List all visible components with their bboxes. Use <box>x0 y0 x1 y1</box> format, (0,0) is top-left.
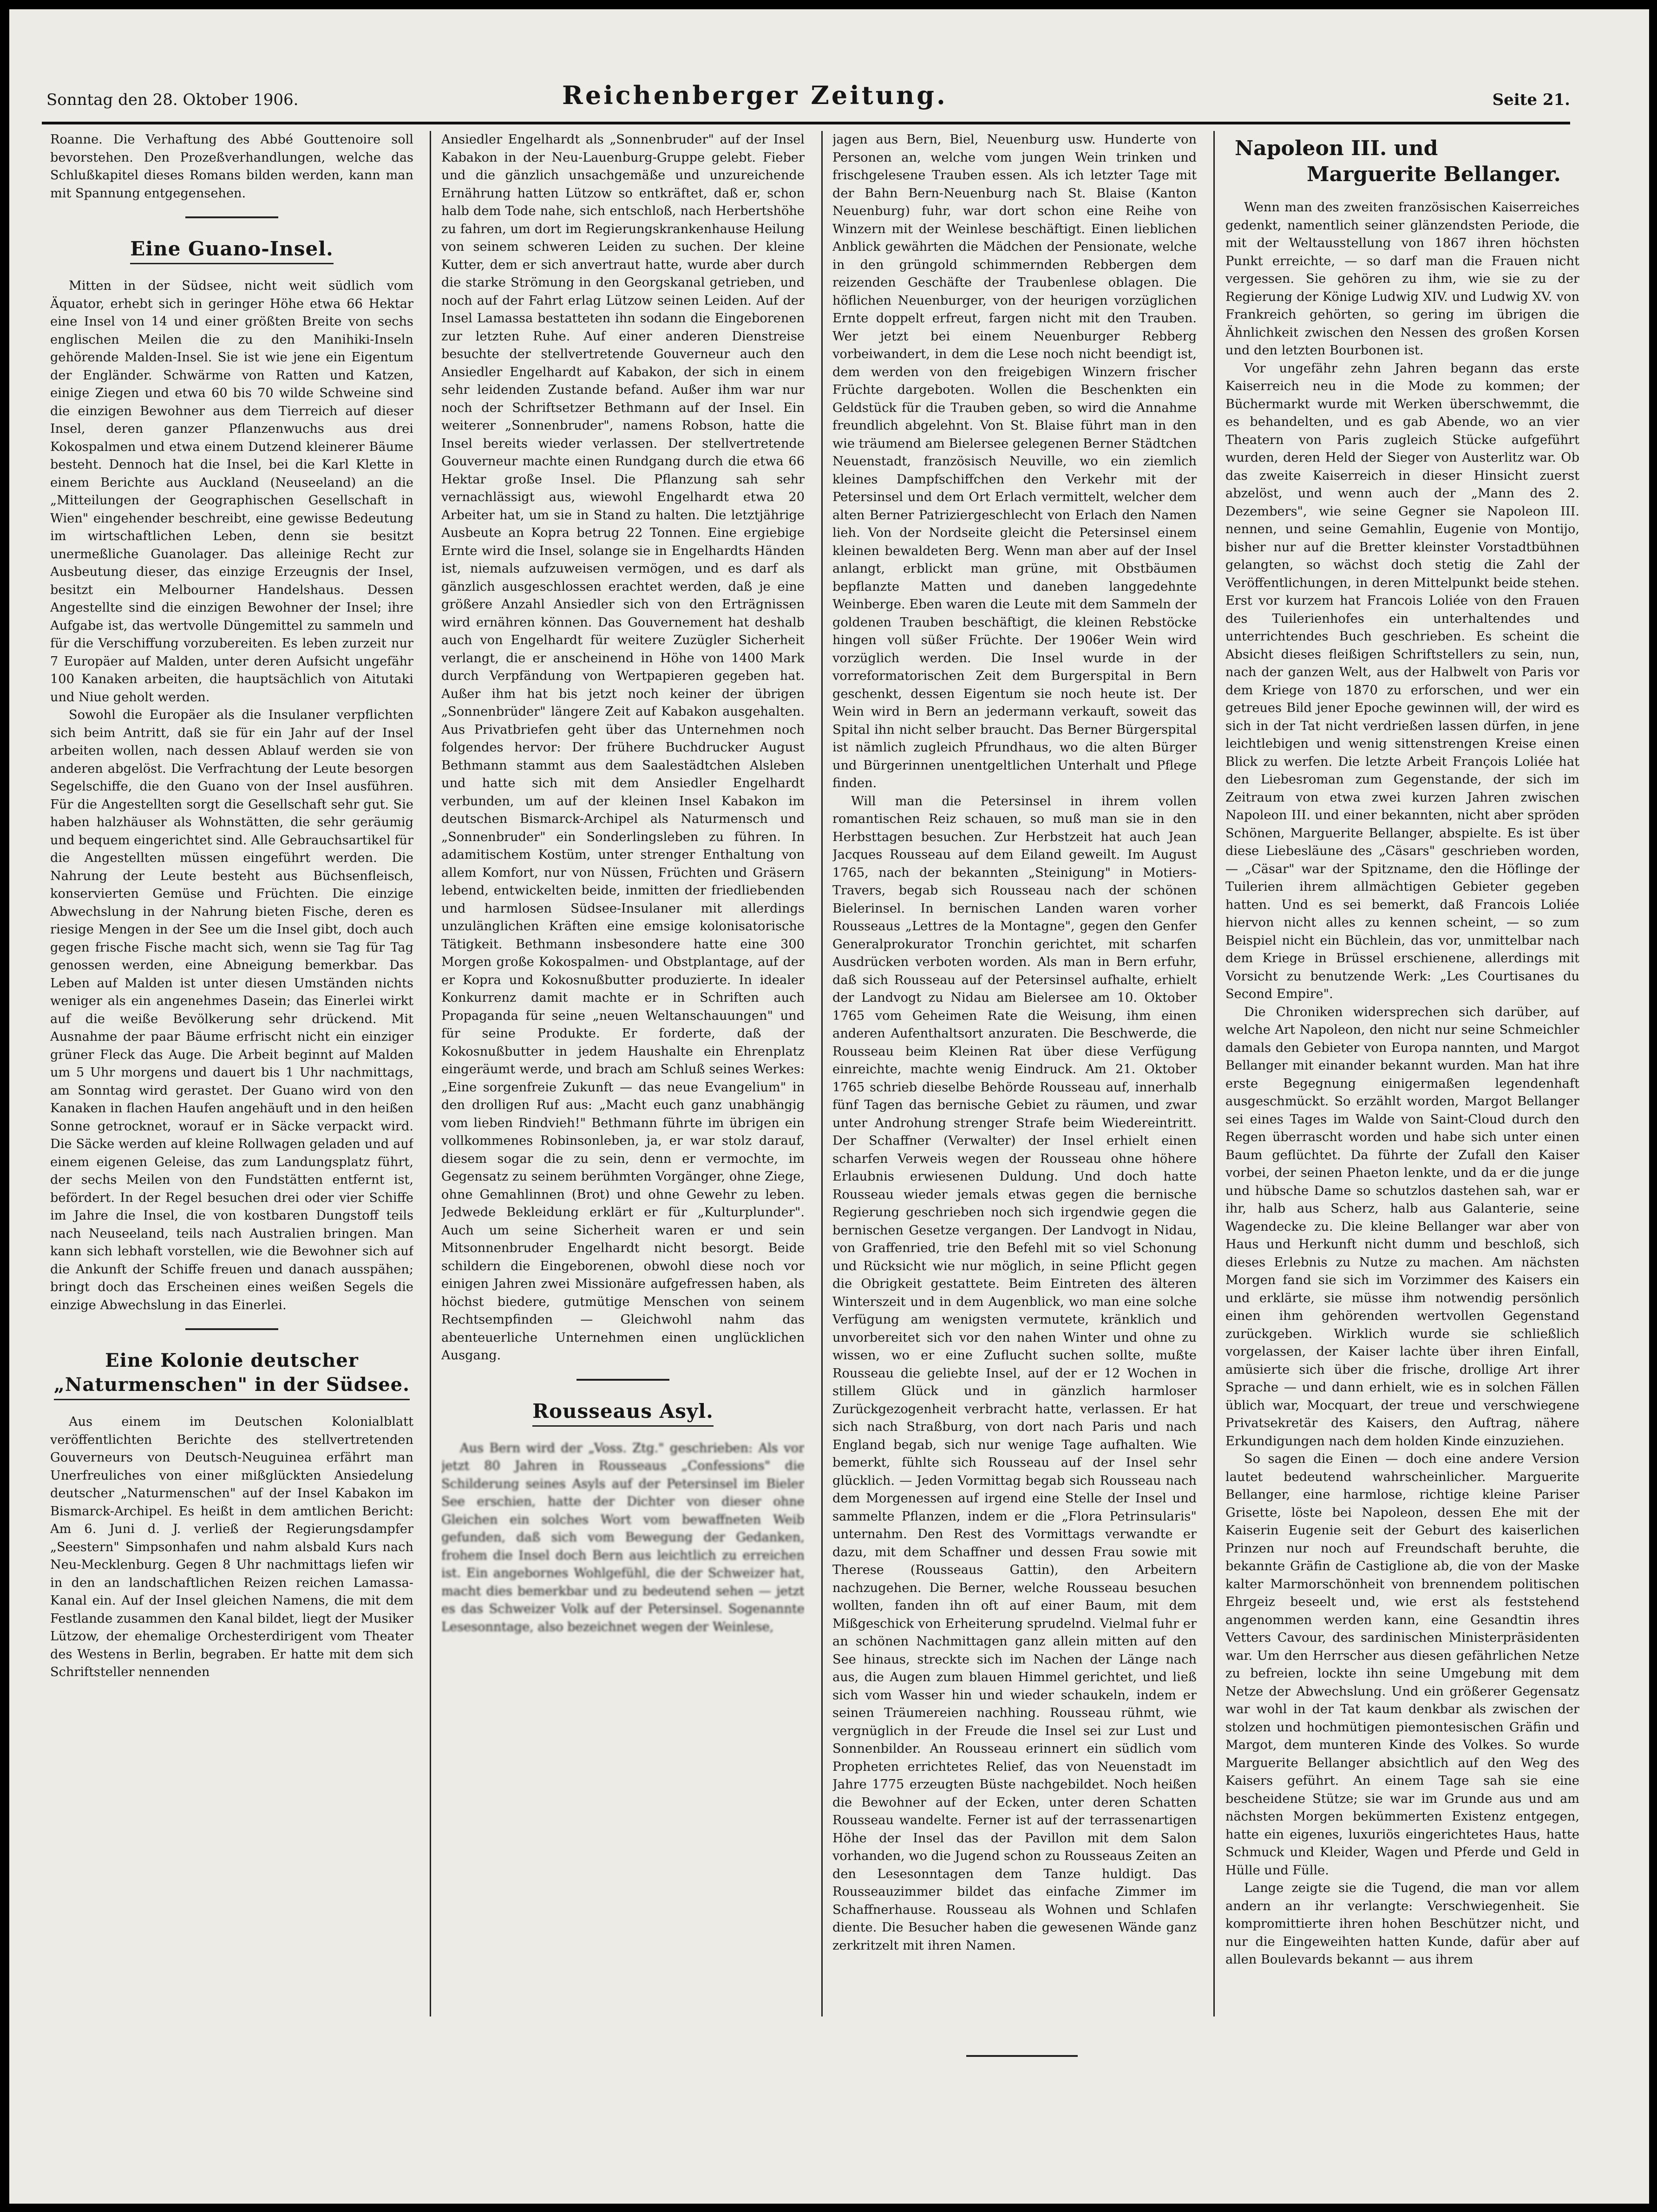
article-heading-line-1: Napoleon III. und <box>1235 137 1438 160</box>
article-paragraph: Vor ungefähr zehn Jahren begann das erste Kaiserreich neu in die Mode zu kommen; der Büchermarkt wurde mit Werken überschwemmt, die es behandelten, und es gab Abende, wo an vier Theatern von Paris zugleich Stücke aufgeführt wurden, deren Held der Sieger von Austerlitz war. Ob das zweite Kaiserreich in dieser Hinsicht zuerst abzelöst, und wenn auch der „Mann des 2. Dezembers", wie seine Gegner sie Napoleon III. nennen, und seine Gemahlin, Eugenie von Montijo, bisher nur auf die Bretter kleinster Vorstadtbühnen gelangten, so wächst doch stetig die Zahl der Veröffentlichungen, in deren Mittelpunkt beide stehen. Erst vor kurzem hat Francois Loliée von den Frauen des Tuilerienhofes ein unterhaltendes und unterrichtendes Buch geschrieben. Es scheint die Absicht dieses fleißigen Schriftstellers zu sein, nun, nach der ganzen Welt, aus der Halbwelt von Paris vor dem Kriege von 1870 zu erforschen, und wer ein getreues Bild jener Epoche gewinnen will, der wird es sich in der Tat nicht verdrießen lassen dürfen, in jene leichtlebigen und wenig sittenstrengen Kreise einen Blick zu werfen. Die letzte Arbeit François Loliée hat den Liebesroman zum Gegenstande, der sich im Zeitraum von etwa zwei kurzen Jahren zwischen Napoleon III. und einer bekannten, nicht aber spröden Schönen, Marguerite Bellanger, abspielte. Es ist über diese Liebesläune des „Cäsars" geschrieben worden, — „Cäsar" war der Spitzname, den die Höflinge der Tuilerien ihrem allmächtigen Gebieter gegeben hatten. Und es sei bemerkt, daß Francois Loliée hiervon nicht alles zu kennen scheint, — so zum Beispiel nicht ein Büchlein, das vor, unmittelbar nach dem Kriege in Brüssel erschienene, allerdings mit Vorsicht zu benutzende Werk: „Les Courtisanes du Second Empire". <box>1225 361 1579 1001</box>
article-paragraph: Sowohl die Europäer als die Insulaner verpflichten sich beim Antritt, daß sie für ein Jahr auf der Insel arbeiten wollen, nach dessen Ablauf werden sie von anderen abgelöst. Die Verfrachtung der Leute besorgen Segelschiffe, die den Guano von der Insel ausführen. Für die Angestellten sorgt die Gesellschaft sehr gut. Sie haben halzhäuser als Wohnstätten, die sehr geräumig und bequem eingerichtet sind. Alle Gebrauchsartikel für die Angestellten müssen eingeführt werden. Die Nahrung der Leute besteht aus Büchsenfleisch, konservierten Gemüse und Früchten. Die einzige Abwechslung in der Nahrung bieten Fische, deren es riesige Mengen in der See um die Insel gibt, doch auch gegen frische Fische macht sich, wenn sie Tag für Tag genossen werden, eine Abneigung bemerkbar. Das Leben auf Malden ist unter diesen Umständen nichts weniger als ein angenehmes Dasein; das Einerlei wirkt auf die weiße Bevölkerung sehr drückend. Mit Ausnahme der paar Bäume erfrischt nicht ein einziger grüner Fleck das Auge. Die Arbeit beginnt auf Malden um 5 Uhr morgens und dauert bis 1 Uhr nachmittags, am Sonntag wird gerastet. Der Guano wird von den Kanaken in flachen Haufen angehäuft und in den heißen Sonne getrocknet, worauf er in Säcke verpackt wird. Die Säcke werden auf kleine Rollwagen geladen und auf einem eigenen Geleise, das zum Landungsplatz führt, der sechs Meilen von den Fundstätten entfernt ist, befördert. In der Regel besuchen drei oder vier Schiffe im Jahre die Insel, die von kostbaren Dungstoff teils nach Neuseeland, teils nach Australien bringen. Man kann sich lebhaft vorstellen, wie die Bewohner sich auf die Ankunft der Schiffe freuen und danach ausspähen; bringt doch das Erscheinen eines weißen Segels die einzige Abwechslung in das Einerlei. <box>50 708 413 1312</box>
article-heading <box>441 1399 805 1427</box>
article-paragraph: Ansiedler Engelhardt als „Sonnenbruder" auf der Insel Kabakon in der Neu-Lauenburg-Gruppe gelebt. Fieber und die gänzlich unsachgemäße und unzureichende Ernährung hatten Lützow so entkräftet, daß er, schon halb dem Tode nahe, sich entschloß, nach Herbertshöhe zu fahren, um dort im Regierungskrankenhause Heilung von seinem schweren Leiden zu suchen. Der kleine Kutter, dem er sich anvertraut hatte, wurde aber durch die starke Strömung in den Georgskanal getrieben, und noch auf der Fahrt erlag Lützow seinen Leiden. Auf der Insel Lamassa bestatteten ihn sodann die Eingeborenen zur letzten Ruhe. Auf einer anderen Dienstreise besuchte der stellvertretende Gouverneur auch den Ansiedler Engelhardt auf Kabakon, der sich in einem sehr leidenden Zustande befand. Außer ihm war nur noch der Schriftsetzer Bethmann auf der Insel. Ein weiterer „Sonnenbruder", namens Robson, hatte die Insel bereits wieder verlassen. Der stellvertretende Gouverneur machte einen Rundgang durch die etwa 66 Hektar große Insel. Die Pflanzung sah sehr vernachlässigt aus, wiewohl Engelhardt etwa 20 Arbeiter hat, um sie in Stand zu halten. Die letztjährige Ausbeute an Kopra betrug 22 Tonnen. Eine ergiebige Ernte wird die Insel, solange sie in Engelhardts Händen ist, niemals aufzuweisen vermögen, und es darf als gänzlich ausgeschlossen erachtet werden, daß je eine größere Anzahl Ansiedler sich von den Erträgnissen wird ernähren können. Das Gouvernement hat deshalb auch von Engelhardt für weitere Zuzügler Sicherheit verlangt, die er anscheinend in Höhe von 1400 Mark durch Verpfändung von Wertpapieren gegeben hat. Außer ihm hat bis jetzt noch keiner der übrigen „Sonnenbrüder" längere Zeit auf Kabakon ausgehalten. Aus Privatbriefen geht über das Unternehmen noch folgendes hervor: Der frühere Buchdrucker August Bethmann stammt aus dem Saalestädtchen Alsleben und hatte sich mit dem Ansiedler Engelhardt verbunden, um auf der kleinen Insel Kabakon im deutschen Bismarck-Archipel als Naturmensch und „Sonnenbruder" ein Sonderlingsleben zu führen. In adamitischem Kostüm, unter strenger Enthaltung von allem Komfort, nur von Nüssen, Früchten und Gräsern lebend, entwickelten beide, inmitten der friedliebenden und harmlosen Südsee-Insulaner mit allerdings unzulänglichen Kräften eine emsige kolonisatorische Tätigkeit. Bethmann insbesondere hatte eine 300 Morgen große Kokospalmen- und Obstplantage, auf der er Kopra und Kokosnußbutter produzierte. In idealer Konkurrenz damit machte er in Schriften auch Propaganda für seine „neuen Weltanschauungen" und für seine Produkte. Er forderte, daß der Kokosnußbutter in jedem Haushalte ein Ehrenplatz eingeräumt werde, und brach am Schluß seines Werkes: „Eine sorgenfreie Zukunft — das neue Evangelium" in den drolligen Ruf aus: „Macht euch ganz unabhängig vom lieben Rindvieh!" Bethmann führte im übrigen ein vollkommenes Robinsonleben, ja, er war stolz darauf, diesem sogar die zu sein, denn er vermochte, im Gegensatz zu seinem berühmten Vorgänger, ohne Ziege, ohne Gemahlinnen (Brot) und ohne Gewehr zu leben. Jedwede Bekleidung erklärt er für „Kulturplunder". Auch um seine Sicherheit waren er und sein Mitsonnenbruder Engelhardt nicht besorgt. Beide schildern die Eingeborenen, obwohl diese noch vor einigen Jahren zwei Missionäre aufgefressen haben, als höchst biedere, gutmütige Menschen von seinem Rechtsempfinden — Gleichwohl nahm das abenteuerliche Unternehmen einen unglücklichen Ausgang. <box>441 132 805 1363</box>
article-end-rule <box>966 2055 1078 2057</box>
article-paragraph: Wenn man des zweiten französischen Kaiserreiches gedenkt, namentlich seiner glänzendsten Periode, die mit der Weltausstellung von 1867 ihren höchsten Punkt erreichte, — so darf man die Frauen nicht vergessen. Sie gehören zu ihm, wie sie zu der Regierung der Könige Ludwig XIV. und Ludwig XV. von Frankreich gehörten, so gering im übrigen die Ähnlichkeit zwischen den Nessen des großen Korsen und den letzten Bourbonen ist. <box>1225 200 1579 358</box>
masthead-rule <box>42 122 1570 124</box>
section-rule <box>185 216 278 218</box>
column-2 <box>441 131 805 2147</box>
article-paragraph: Aus einem im Deutschen Kolonialblatt veröffentlichten Berichte des stellvertretenden Gouverneurs von Deutsch-Neuguinea erfährt man Unerfreuliches von einer mißglückten Ansiedelung deutscher „Naturmenschen" auf der Insel Kabakon im Bismarck-Archipel. Es heißt in dem amtlichen Bericht: Am 6. Juni d. J. verließ der Regierungsdampfer „Seestern" Simpsonhafen und nahm alsbald Kurs nach Neu-Mecklenburg. Gegen 8 Uhr nachmittags liefen wir in den an landschaftlichen Reizen reichen Lamassa-Kanal ein. Auf der Insel gleichen Namens, die mit dem Festlande zusammen den Kanal bildet, liegt der Musiker Lützow, der ehemalige Orchesterdirigent vom Theater des Westens in Berlin, begraben. Er hatte mit dem sich Schriftsteller nennenden <box>50 1415 413 1679</box>
article-heading <box>50 237 413 264</box>
column-4 <box>1225 131 1579 2147</box>
heading-text: Rousseaus Asyl. <box>532 1399 714 1427</box>
article-paragraph: Aus Bern wird der „Voss. Ztg." geschrieben: Als vor jetzt 80 Jahren in Rousseaus „Confessions" die Schilderung seines Asyls auf der Petersinsel im Bieler See erschien, hatte der Dichter von dieser ohne Gleichen ein solches Wort vom bewaffneten Weib gefunden, daß sich vom Bewegung der Gedanken, frohem die Insel doch Bern aus leichtlich zu erreichen ist. Ein angebornes Wohlgefühl, die der Schweizer hat, macht dies bemerkbar und zu bedeutend sehen — jetzt es das Schweizer Volk auf der Petersinsel. Sogenannte Lesesonntage, also bezeichnet wegen der Weinlese, <box>441 1441 805 1634</box>
article-paragraph: Lange zeigte sie die Tugend, die man vor allem andern an ihr verlangte: Verschwiegenheit. Sie kompromittierte ihren hohen Beschützer nicht, und nur die Eingeweihten hatten Kunde, dafür aber auf allen Boulevards bekannt — aus ihrem <box>1225 1881 1579 1967</box>
column-1 <box>50 131 413 2147</box>
article-heading <box>50 1349 413 1373</box>
masthead-page-number: Seite 21. <box>1492 91 1570 109</box>
article-paragraph: So sagen die Einen — doch eine andere Version lautet bedeutend wahrscheinlicher. Marguerite Bellanger, eine harmlose, richtige kleine Pariser Grisette, löste bei Napoleon, dessen Ehe mit der Kaiserin Eugenie seit der Geburt des kaiserlichen Prinzen nur noch auf Freundschaft beruhte, die bekannte Gräfin de Castiglione ab, die von der Maske kalter Marmorschönheit von brennendem politischen Ehrgeiz beseelt und, wie erst als feststehend angenommen werden kann, eine Gesandtin ihres Vetters Cavour, des sardinischen Ministerpräsidenten war. Um den Herrscher aus diesen gefährlichen Netze zu befreien, lockte ihn seine Umgebung mit dem Netze der Abwechslung. Und ein größerer Gegensatz war wohl in der Tat kaum denkbar als zwischen der stolzen und hochmütigen piemontesischen Gräfin und Margot, dem munteren Kinde des Volkes. So wurde Marguerite Bellanger absichtlich auf den Weg des Kaisers geführt. An einem Tage sah sie eine bescheidene Stütze; sie war im Grunde aus und am nächsten Morgen bekümmerten Existenz entgegen, hatte ein eigenes, luxuriös eingerichtetes Haus, hatte Schmuck und Kleider, Wagen und Pferde und Geld in Hülle und Fülle. <box>1225 1452 1579 1878</box>
masthead <box>37 77 1570 118</box>
masthead-date: Sonntag den 28. Oktober 1906. <box>46 91 299 109</box>
section-rule <box>576 1379 669 1381</box>
article-paragraph: Die Chroniken widersprechen sich darüber, auf welche Art Napoleon, den nicht nur seine Schmeichler damals den Gebieter von Europa nannten, und Margot Bellanger mit einander bekannt wurden. Man hat ihre erste Begegnung einigermaßen legendenhaft ausgeschmückt. So erzählt worden, Margot Bellanger sei eines Tages im Walde von Saint-Cloud durch den Regen überrascht worden und habe sich unter einen Baum geflüchtet. Da führte der Zufall den Kaiser vorbei, der seinen Phaeton lenkte, und da er die junge und hübsche Dame so schutzlos dastehen sah, war er ihr, halb aus Scherz, halb aus Galanterie, seine Wagendecke zu. Die kleine Bellanger war aber von Haus und Herkunft nicht dumm und beschloß, sich dieses Erlebnis zu Nutze zu machen. Am nächsten Morgen fand sie sich im Vorzimmer des Kaisers ein und erklärte, sie müsse ihm notwendig persönlich einen ihm gehörenden wertvollen Gegenstand zurückgeben. Wirklich wurde sie schließlich vorgelassen, der Kaiser lachte über ihren Einfall, amüsierte sich über die frische, drollige Art ihrer Sprache — und dann erhielt, wie es in solchen Fällen üblich war, Mocquart, der treue und verschwiegene Privatsekretär des Kaisers, den Auftrag, nähere Erkundigungen nach dem holden Kinde einzuziehen. <box>1225 1005 1579 1449</box>
article-heading-line-2: Marguerite Bellanger. <box>1306 163 1561 186</box>
column-divider <box>430 131 431 2016</box>
section-rule <box>185 1328 278 1330</box>
article-heading <box>50 1373 413 1400</box>
newspaper-page <box>9 9 1649 2204</box>
heading-text: „Naturmenschen" in der Südsee. <box>54 1373 410 1400</box>
article-intro: Roanne. Die Verhaftung des Abbé Gouttenoire soll bevorstehen. Den Prozeßverhandlungen, welche das Schlußkapitel dieses Romans bilden werden, kann man mit Spannung entgegensehen. <box>50 132 413 201</box>
article-paragraph: Will man die Petersinsel in ihrem vollen romantischen Reiz schauen, so muß man sie in den Herbsttagen besuchen. Zur Herbstzeit hat auch Jean Jacques Rousseau auf dem Eiland geweilt. Im August 1765, nach der bekannten „Steinigung" in Motiers-Travers, begab sich Rousseau nach der schönen Bielerinsel. In bernischen Landen waren vorher Rousseaus „Lettres de la Montagne", gegen den Genfer Generalprokurator Tronchin gerichtet, mit scharfen Ausdrücken verboten worden. Als man in Bern erfuhr, daß sich Rousseau auf der Petersinsel aufhalte, erhielt der Landvogt zu Nidau am Bielersee am 10. Oktober 1765 vom Geheimen Rate die Weisung, ihm einen anderen Aufenthaltsort anzuraten. Die Beschwerde, die Rousseau beim Kleinen Rat über diese Verfügung einreichte, machte wenig Eindruck. Am 21. Oktober 1765 schrieb dieselbe Behörde Rousseau auf, innerhalb fünf Tagen das bernische Gebiet zu räumen, und zwar unter Androhung strenger Strafe beim Wiedereintritt. Der Schaffner (Verwalter) der Insel erhielt einen scharfen Verweis wegen der Rousseau ohne höhere Erlaubnis erwiesenen Duldung. Und doch hatte Rousseau wieder jemals etwas gegen die bernische Regierung geschrieben noch sich irgendwie gegen die bernischen Gesetze vergangen. Der Landvogt in Nidau, von Graffenried, trie den Befehl mit so viel Schonung und Rücksicht wie nur möglich, in seine Pflicht gegen die Obrigkeit gestattete. Beim Eintreten des älteren Winterszeit und in dem Augenblick, wo man eine solche Verfügung am wenigsten vermutete, kränklich und unvorbereitet sich vor den nahen Winter und ohne zu wissen, wo er eine Zuflucht suchen sollte, mußte Rousseau die geliebte Insel, auf der er 12 Wochen in stillem Glück und in gänzlich harmloser Zurückgezogenheit verbracht hatte, verlassen. Er hat sich nach Straßburg, von dort nach Paris und nach England begab, sich nur wenige Tage aufhalten. Wie bemerkt, fühlte sich Rousseau auf der Insel sehr glücklich. — Jeden Vormittag begab sich Rousseau nach dem Morgenessen auf irgend eine Stelle der Insel und sammelte Pflanzen, indem er die „Flora Petrinsularis" unternahm. Den Rest des Vormittags verwandte er dazu, mit dem Schaffner und dessen Frau sowie mit Therese (Rousseaus Gattin), den Arbeitern nachzugehen. Die Berner, welche Rousseau besuchen wollten, fanden ihn oft auf einer Baum, mit dem Mißgeschick von Erheiterung sprudelnd. Vielmal fuhr er an schönen Nachmittagen ganz allein mitten auf den See hinaus, streckte sich im Nachen der Länge nach aus, die Augen zum blauen Himmel gerichtet, und ließ sich vom Wasser hin und wieder schaukeln, indem er seinen Träumereien nachhing. Rousseau rühmt, wie vergnüglich in der Freude die Insel sei zur Lust und Sonnenbilder. An Rousseau erinnert ein südlich vom Propheten errichtetes Relief, das von Neuenstadt im Jahre 1775 erzeugten Büste nachgebildet. Noch heißen die Bewohner auf der Ecken, unter deren Schatten Rousseau wandelte. Ferner ist auf der terrassenartigen Höhe der Insel das der Pavillon mit dem Salon vorhanden, wo die Jugend schon zu Rousseaus Zeiten an den Lesesonntagen dem Tanze huldigt. Das Rousseauzimmer bildet das einfache Zimmer im Schaffnerhause. Rousseau als Wohnen und Schlafen diente. Die Besucher haben die gewesenen Wände ganz zerkritzelt mit ihren Namen. <box>832 794 1197 1953</box>
heading-text: Eine Guano-Insel. <box>130 237 334 264</box>
article-paragraph: jagen aus Bern, Biel, Neuenburg usw. Hunderte von Personen an, welche vom jungen Wein trinken und frischgelesene Trauben essen. Als ich letzter Tage mit der Bahn Bern-Neuenburg nach St. Blaise (Kanton Neuenburg) fuhr, war dort schon eine Reihe von Winzern mit der Weinlese beschäftigt. Einen lieblichen Anblick gewährten die Mädchen der Pensionate, welche in den grüngold schimmernden Rebbergen dem reizenden Geschäfte der Traubenlese oblagen. Die höflichen Neuenburger, von der heurigen vorzüglichen Ernte doppelt erfreut, fargen nicht mit den Trauben. Wer jetzt bei einem Neuenburger Rebberg vorbeiwandert, in dem die Lese noch nicht beendigt ist, dem werden von den freigebigen Winzern frischer Früchte dargeboten. Wollen die Beschenkten ein Geldstück für die Trauben geben, so wird die Annahme freundlich abgelehnt. Von St. Blaise führt man in den wie träumend am Bielersee gelegenen Berner Städtchen Neuenstadt, französisch Neuville, wo ein ziemlich kleines Dampfschiffchen den Verkehr mit der Petersinsel und dem Ort Erlach vermittelt, welcher dem alten Berner Patriziergeschlecht von Erlach den Namen lieh. Von der Nordseite gleicht die Petersinsel einem kleinen bewaldeten Berg. Wenn man aber auf der Insel anlangt, erblickt man grüne, mit Obstbäumen bepflanzte Matten und daneben langgedehnte Weinberge. Eben waren die Leute mit dem Sammeln der goldenen Trauben beschäftigt, die kleinen Rebstöcke hingen voll süßer Früchte. Der 1906er Wein wird vorzüglich werden. Die Insel wurde in der vorreformatorischen Zeit dem Burgerspital in Bern geschenkt, dessen Eigentum sie noch heute ist. Der Wein wird in Bern an jedermann verkauft, soweit das Spital ihn nicht selber braucht. Das Berner Bürgerspital ist nämlich zugleich Pfrundhaus, wo die alten Bürger und Bürgerinnen unentgeltlichen Unterhalt und Pflege finden. <box>832 132 1197 790</box>
heading-text: Eine Kolonie deutscher <box>105 1350 359 1371</box>
column-divider <box>821 131 823 2016</box>
column-3 <box>832 131 1197 2147</box>
article-paragraph: Mitten in der Südsee, nicht weit südlich vom Äquator, erhebt sich in geringer Höhe etwa 66 Hektar eine Insel von 14 und einer größten Breite von sechs englischen Meilen die zu den Manihiki-Inseln gehörende Malden-Insel. Sie ist wie jene ein Eigentum der Engländer. Schwärme von Ratten und Katzen, einige Ziegen und etwa 60 bis 70 wilde Schweine sind die einzigen Bewohner aus dem Tierreich auf dieser Insel, deren ganzer Pflanzenwuchs aus drei Kokospalmen und etwa einem Dutzend kleinerer Bäume besteht. Dennoch hat die Insel, bei die Karl Klette in einem Berichte aus Auckland (Neuseeland) an die „Mitteilungen der Geographischen Gesellschaft in Wien" eingehender beschreibt, eine gewisse Bedeutung im wirtschaftlichen Leben, denn sie besitzt unermeßliche Guanolager. Das alleinige Recht zur Ausbeutung dieser, das einzige Erzeugnis der Insel, besitzt ein Melbourner Handelshaus. Dessen Angestellte sind die einzigen Bewohner der Insel; ihre Aufgabe ist, das wertvolle Düngemittel zu sammeln und für die Verschiffung vorzubereiten. Es leben zurzeit nur 7 Europäer auf Malden, unter deren Aufsicht ungefähr 100 Kanaken arbeiten, die hauptsächlich von Aitutaki und Niue geholt werden. <box>50 279 413 705</box>
masthead-title: Reichenberger Zeitung. <box>562 80 948 110</box>
column-divider <box>1213 131 1215 2016</box>
